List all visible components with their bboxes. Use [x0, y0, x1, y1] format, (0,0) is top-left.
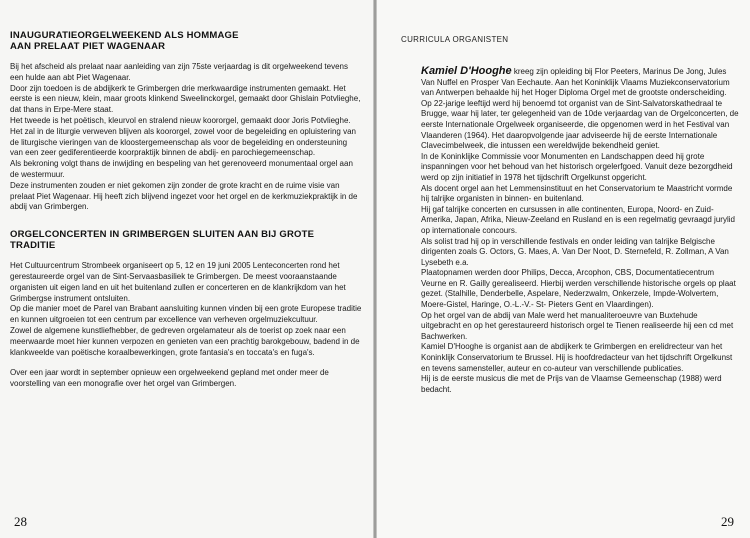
paragraph: Over een jaar wordt in september opnieuw een orgelweekend gepland met onder meer de voorstelling van een monografie over het orgel van Grimbergen. [10, 368, 329, 389]
paragraph: Deze instrumenten zouden er niet gekomen zijn zonder de grote kracht en de ruime visie van prelaat Piet Wagenaar. Hij heeft zich blijvend ingezet voor het orgel en de kerkmuziekpraktijk in de abdij van Grimbergen. [10, 180, 358, 212]
paragraph-text: kreeg zijn opleiding bij Flor Peeters, Marinus De Jong, Jules Van Nuffel en Prosper Van Eechaute. Aan het Koninklijk Vlaams Muziekconservatorium van Antwerpen behaalde hij het Hoger Diploma Orgel met de grootste onderscheiding. [421, 67, 730, 98]
section-heading-orgelconcerten: ORGELCONCERTEN IN GRIMBERGEN SLUITEN AAN BIJ GROTE TRADITIE [10, 229, 315, 252]
page-number: 29 [721, 514, 734, 529]
running-head: CURRICULA ORGANISTEN [401, 35, 509, 44]
page-number: 28 [14, 514, 27, 529]
spacer [10, 358, 362, 368]
paragraph: Plaatopnamen werden door Philips, Decca, Arcophon, CBS, Documentatiecentrum Veurne en R. Gailly gerealiseerd. Hierbij werden verschillende historische orgels op plaat gezet. (Stalhille, Denderbelle, Aspelare, Nederzwalm, Onkerzele, Impde-Wolvertem, Moere-Gistel, Haringe, O.-L.-V.- St- Pieters Gent en Vlaardingen). [421, 268, 736, 310]
right-page [377, 0, 750, 538]
left-page-content [10, 30, 362, 390]
paragraph: Op 22-jarige leeftijd werd hij benoemd tot organist van de Sint-Salvatorskathedraal te Brugge, waar hij later, ter gelegenheid van de 10de verjaardag van de Orgelconcerten, de eerste Internationale Orgelweek organiseerde, die opgenomen werd in het Festival van Vlaanderen (1964). Het daaropvolgende jaar adviseerde hij de eerste Internationale Clavecimbelweek, die intussen een wereldwijde bekendheid geniet. [421, 98, 739, 151]
paragraph: Hij gaf talrijke concerten en cursussen in alle continenten, Europa, Noord- en Zuid-Amerika, Japan, Afrika, Nieuw-Zeeland en Rusland en is een regelmatig gevraagd jurylid op internationale concours. [421, 204, 735, 235]
paragraph: Hij is de eerste musicus die met de Prijs van de Vlaamse Gemeenschap (1988) werd bedacht. [421, 374, 722, 394]
paragraph: Als bekroning volgt thans de inwijding en bespeling van het gerenoveerd monumentaal orgel aan de westermuur. [10, 159, 353, 179]
paragraph: Als docent orgel aan het Lemmensinstituut en het Conservatorium te Maastricht vormde hij talrijke organisten in binnen- en buitenland. [421, 183, 733, 204]
section-heading-hommage [10, 30, 362, 52]
paragraph: Op het orgel van de abdij van Male werd het manualiteroeuvre van Buxtehude uitgebracht en op het gerestaureerd historisch orgel te Tienen realiseerde hij een cd met Bachwerken. [421, 310, 734, 341]
heading-line-2: AAN PRELAAT PIET WAGENAAR [10, 41, 166, 52]
paragraph: Als solist trad hij op in verschillende festivals en onder leiding van talrijke Belgische dirigenten zoals G. Octors, G. Maes, A. Van Der Noot, D. Sternefeld, R. Zollman, A Van Lysebeth e.a. [421, 236, 729, 267]
paragraph: Door zijn toedoen is de abdijkerk te Grimbergen drie merkwaardige instrumenten gemaakt. Het eerste is een nieuw, klein, maar groots klinkend Sweelinckorgel, gemaakt door Ghislain Potvlieghe, dat thans in Erpe-Mere staat. [10, 83, 361, 115]
heading-line-1: INAUGURATIEORGELWEEKEND ALS HOMMAGE [10, 30, 239, 41]
paragraph: Kamiel D'Hooghe is organist aan de abdijkerk te Grimbergen en erelidrecteur van het Koninklijk Conservatorium te Brussel. Hij is hoofdredacteur van het tijdschrift Orgelkunst en tevens samensteller, auteur en co-auteur van verschillende publicaties. [421, 342, 733, 373]
paragraph: In de Koninklijke Commissie voor Monumenten en Landschappen deed hij grote inspanningen voor het behoud van het historisch orgelerfgoed. Vanuit deze bezorgdheid werd op zijn initiatief in 1978 het tijdschrift Orgelkunst opgericht. [421, 151, 733, 182]
right-page-content [401, 35, 739, 395]
paragraph: Het Cultuurcentrum Strombeek organiseert op 5, 12 en 19 juni 2005 Lenteconcerten rond het gerestaureerde orgel van de Sint-Servaasbasiliek te Grimbergen. De meest vooraanstaande organisten uit eigen land en uit het buitenland zullen er concerteren en de klankrijkdom van het Grimbergse instrument ontsluiten. [10, 261, 346, 303]
organist-name: Kamiel D'Hooghe [421, 65, 512, 77]
paragraph: Het tweede is het poëtisch, kleurvol en stralend nieuw koororgel, gemaakt door Joris Potvlieghe. Het zal in de liturgie verweven blijven als koororgel, zowel voor de begeleiding en opluistering van de liturgische vieringen van de kloostergemeenschap als voor de begeleiding en ondersteuning van een zeer gediferentieerde koorpraktijk binnen de abdij- en parochiegemeenschap. [10, 115, 356, 158]
paragraph: Op die manier moet de Parel van Brabant aansluiting kunnen vinden bij een grote Europese traditie en kunnen uitgroeien tot een centrum par excellence van verheven orgelmuziekcultuur. [10, 304, 362, 325]
paragraph [421, 66, 739, 99]
spacer [10, 213, 362, 223]
paragraph: Bij het afscheid als prelaat naar aanleiding van zijn 75ste verjaardag is dit orgelweekend tevens een hulde aan abt Piet Wagenaar. [10, 62, 348, 82]
left-page [0, 0, 373, 538]
paragraph: Zowel de algemene kunstliefhebber, de gedreven orgelamateur als de toerist op zoek naar een meerwaarde moet hier kunnen verpozen en genieten van een prachtig barokgebouw, badend in de klankweelde van poëtische koraalbewerkingen, grote fantasia's en toccata's en fuga's. [10, 325, 360, 357]
